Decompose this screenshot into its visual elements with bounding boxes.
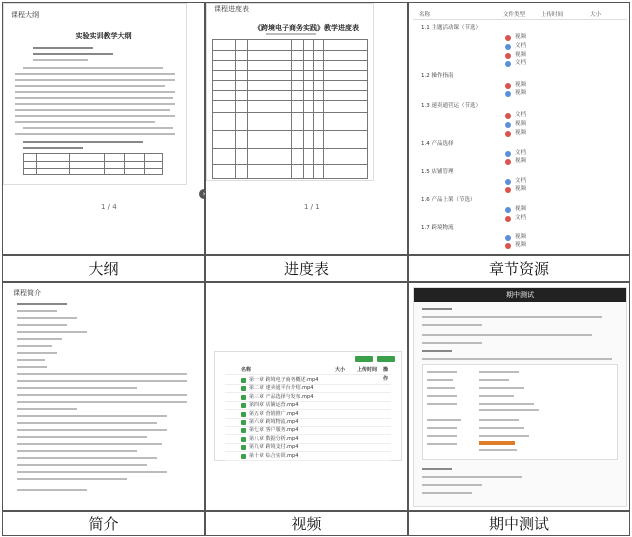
video-title: 第二章 速卖通平台介绍.mp4 <box>249 385 314 392</box>
video-list-header: 名称 大小 上传时间 操作 <box>225 366 391 375</box>
resource-row[interactable] <box>413 59 627 68</box>
resource-section: 1.2 操作指南 <box>421 73 454 79</box>
resource-list-header: 名称 文件类型 上传时间 大小 <box>413 11 627 20</box>
resource-type: 视频 <box>515 52 527 58</box>
intro-cell[interactable] <box>2 282 205 511</box>
schedule-document <box>206 3 374 181</box>
resource-type: 视频 <box>515 121 527 127</box>
resource-row[interactable] <box>413 205 627 214</box>
resource-section: 1.4 产品选择 <box>421 141 454 147</box>
video-title: 第三章 产品选择与发布.mp4 <box>249 393 314 400</box>
chevron-right-icon[interactable]: › <box>199 189 209 199</box>
chapter-resources-caption: 章节资源 <box>408 255 630 282</box>
resource-section: 1.7 跨境物流 <box>421 225 454 231</box>
video-icon <box>505 159 511 165</box>
intro-thumb-title: 课程简介 <box>13 289 41 297</box>
resource-row[interactable] <box>413 89 627 98</box>
resource-section: 1.3 速卖通营运（节选） <box>421 103 481 109</box>
video-icon <box>241 403 246 408</box>
video-icon <box>241 437 246 442</box>
resource-type: 视频 <box>515 158 527 164</box>
resource-row[interactable] <box>413 42 627 51</box>
resource-row[interactable] <box>413 214 627 223</box>
document-icon <box>505 207 511 213</box>
resource-type: 文档 <box>515 150 527 156</box>
document-icon <box>505 122 511 128</box>
resource-type: 视频 <box>515 82 527 88</box>
exam-preview <box>413 287 627 507</box>
resource-type: 文档 <box>515 112 527 118</box>
exam-form-table <box>422 364 618 460</box>
schedule-cell[interactable] <box>205 2 408 255</box>
resource-type: 视频 <box>515 234 527 240</box>
resource-row[interactable] <box>413 120 627 129</box>
resource-type: 文档 <box>515 60 527 66</box>
resource-row[interactable] <box>413 129 627 138</box>
video-title: 第四章 店铺运营.mp4 <box>249 402 299 409</box>
video-icon <box>241 420 246 425</box>
intro-caption: 简介 <box>2 511 205 536</box>
video-title: 第七章 客户服务.mp4 <box>249 427 299 434</box>
video-icon <box>505 243 511 249</box>
resource-section: 1.5 店铺管理 <box>421 169 454 175</box>
document-icon <box>505 91 511 97</box>
document-icon <box>505 179 511 185</box>
schedule-caption: 进度表 <box>205 255 408 282</box>
video-cell[interactable] <box>205 282 408 511</box>
resource-type: 视频 <box>515 90 527 96</box>
exam-header: 期中测试 <box>414 288 626 302</box>
outline-page-num: 1 / 4 <box>101 203 117 211</box>
video-list <box>214 351 402 461</box>
outline-doc-title: 实验实训教学大纲 <box>75 32 132 40</box>
midterm-caption: 期中测试 <box>408 511 630 536</box>
new-folder-button[interactable] <box>355 356 373 362</box>
video-icon <box>505 187 511 193</box>
resource-type: 文档 <box>515 178 527 184</box>
video-icon <box>241 395 246 400</box>
resource-rows <box>413 9 627 249</box>
chapter-resources-cell[interactable] <box>408 2 630 255</box>
resource-type: 视频 <box>515 130 527 136</box>
resource-type: 文档 <box>515 43 527 49</box>
resource-row[interactable] <box>413 111 627 120</box>
video-icon <box>241 386 246 391</box>
video-icon <box>505 83 511 89</box>
video-icon <box>505 131 511 137</box>
video-row[interactable] <box>225 452 391 461</box>
video-icon <box>241 412 246 417</box>
resource-type: 视频 <box>515 186 527 192</box>
resource-section: 1.6 产品上架（节选） <box>421 197 476 203</box>
video-title: 第八章 数据分析.mp4 <box>249 435 299 442</box>
video-title: 第一章 跨境电子商务概述.mp4 <box>249 377 319 383</box>
video-title: 第十章 综合实训.mp4 <box>249 452 299 459</box>
video-title: 第九章 跨境支付.mp4 <box>249 444 299 451</box>
video-title: 第六章 跨境物流.mp4 <box>249 419 299 425</box>
schedule-thumb-title: 课程进度表 <box>214 5 249 13</box>
outline-document <box>3 3 187 185</box>
upload-button[interactable] <box>377 356 395 362</box>
video-icon <box>505 216 511 222</box>
outline-caption: 大纲 <box>2 255 205 282</box>
resource-type: 视频 <box>515 242 527 248</box>
document-icon <box>505 61 511 67</box>
resource-row[interactable] <box>413 157 627 166</box>
resource-section: 1.1 主题活动课（节选） <box>421 25 481 31</box>
outline-thumb-title: 课程大纲 <box>11 11 39 19</box>
video-icon <box>505 35 511 41</box>
resource-row[interactable] <box>413 33 627 42</box>
document-icon <box>505 235 511 241</box>
resource-type: 视频 <box>515 206 527 212</box>
schedule-page-num: 1 / 1 <box>304 203 320 211</box>
outline-cell[interactable] <box>2 2 205 255</box>
video-icon <box>241 428 246 433</box>
resource-row[interactable] <box>413 185 627 194</box>
resource-type: 文档 <box>515 215 527 221</box>
video-icon <box>241 445 246 450</box>
document-icon <box>505 44 511 50</box>
midterm-cell[interactable] <box>408 282 630 511</box>
video-icon <box>505 53 511 59</box>
video-icon <box>505 113 511 119</box>
video-title: 第五章 营销推广.mp4 <box>249 410 299 417</box>
video-icon <box>241 378 246 383</box>
resource-row[interactable] <box>413 241 627 250</box>
video-caption: 视频 <box>205 511 408 536</box>
schedule-doc-title: 《跨境电子商务实践》教学进度表 <box>254 24 359 32</box>
resource-type: 视频 <box>515 34 527 40</box>
video-icon <box>241 454 246 459</box>
document-icon <box>505 151 511 157</box>
